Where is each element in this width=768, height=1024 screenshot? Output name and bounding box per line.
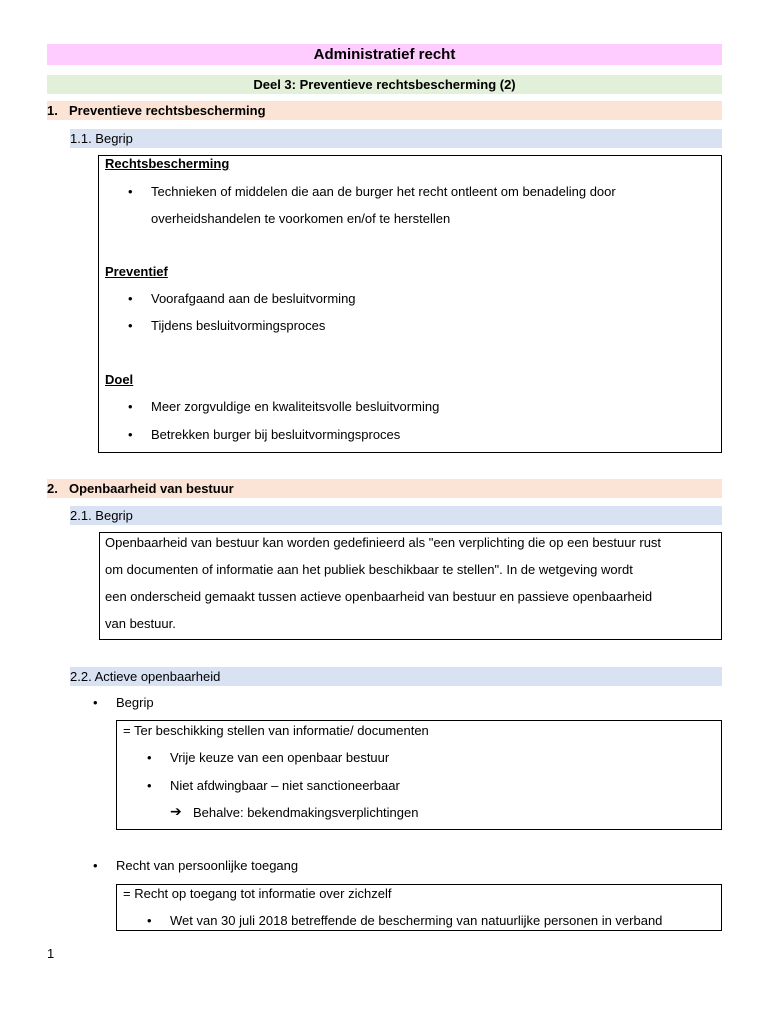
- begrip-subbullet-2: • Niet afdwingbaar – niet sanctioneerbaar: [170, 778, 400, 793]
- recht-subbullet-1: • Wet van 30 juli 2018 betreffende de bescherming van natuurlijke personen in verband: [170, 913, 662, 928]
- recht-bullet: • Recht van persoonlijke toegang: [116, 858, 298, 873]
- section-2-1-box: [99, 532, 722, 640]
- preventief-heading: Preventief: [105, 264, 168, 279]
- begrip-subbullet-1: • Vrije keuze van een openbaar bestuur: [170, 750, 389, 765]
- begrip-bullet: • Begrip: [116, 695, 154, 710]
- section-2-2-heading: 2.2. Actieve openbaarheid: [70, 667, 722, 686]
- doel-bullet-2: • Betrekken burger bij besluitvormingsproces: [151, 427, 400, 442]
- definition-line-2: om documenten of informatie aan het publiek beschikbaar te stellen". In de wetgeving wordt: [105, 562, 633, 577]
- section-1-1-heading: 1.1. Begrip: [70, 129, 722, 148]
- definition-line-1: Openbaarheid van bestuur kan worden gedefinieerd als "een verplichting die op een bestuur rust: [105, 535, 662, 550]
- section-1-heading: [47, 101, 722, 120]
- document-title: Administratief recht: [47, 44, 722, 65]
- section-2-1-heading: 2.1. Begrip: [70, 506, 722, 525]
- section-2-heading: [47, 479, 722, 498]
- rechtsbescherming-bullet: • Technieken of middelen die aan de burger het recht ontleent om benadeling door: [151, 184, 616, 199]
- doel-bullet-1: • Meer zorgvuldige en kwaliteitsvolle besluitvorming: [151, 399, 439, 414]
- section-1-1-box: [98, 155, 722, 453]
- section-1-number: 1.: [47, 103, 58, 118]
- definition-line-3: een onderscheid gemaakt tussen actieve openbaarheid van bestuur en passieve openbaarheid: [105, 589, 653, 604]
- section-2-title: Openbaarheid van bestuur: [69, 481, 234, 496]
- begrip-box: [116, 720, 722, 830]
- section-2-number: 2.: [47, 481, 58, 496]
- preventief-bullet-1: • Voorafgaand aan de besluitvorming: [151, 291, 356, 306]
- rechtsbescherming-heading: Rechtsbescherming: [105, 156, 230, 171]
- arrow-right-icon: ➔: [170, 803, 182, 819]
- recht-box: [116, 884, 722, 931]
- begrip-definition: = Ter beschikking stellen van informatie/ documenten: [123, 723, 429, 738]
- doel-heading: Doel: [105, 372, 134, 387]
- document-subtitle: Deel 3: Preventieve rechtsbescherming (2): [47, 75, 722, 94]
- page-number: 1: [47, 946, 55, 961]
- definition-line-4: van bestuur.: [105, 616, 176, 631]
- begrip-arrow-item: Behalve: bekendmakingsverplichtingen: [193, 805, 419, 820]
- preventief-bullet-2: • Tijdens besluitvormingsproces: [151, 318, 325, 333]
- recht-definition: = Recht op toegang tot informatie over zichzelf: [123, 886, 392, 901]
- rechtsbescherming-bullet-continuation: overheidshandelen te voorkomen en/of te herstellen: [151, 211, 451, 226]
- section-1-title: Preventieve rechtsbescherming: [69, 103, 266, 118]
